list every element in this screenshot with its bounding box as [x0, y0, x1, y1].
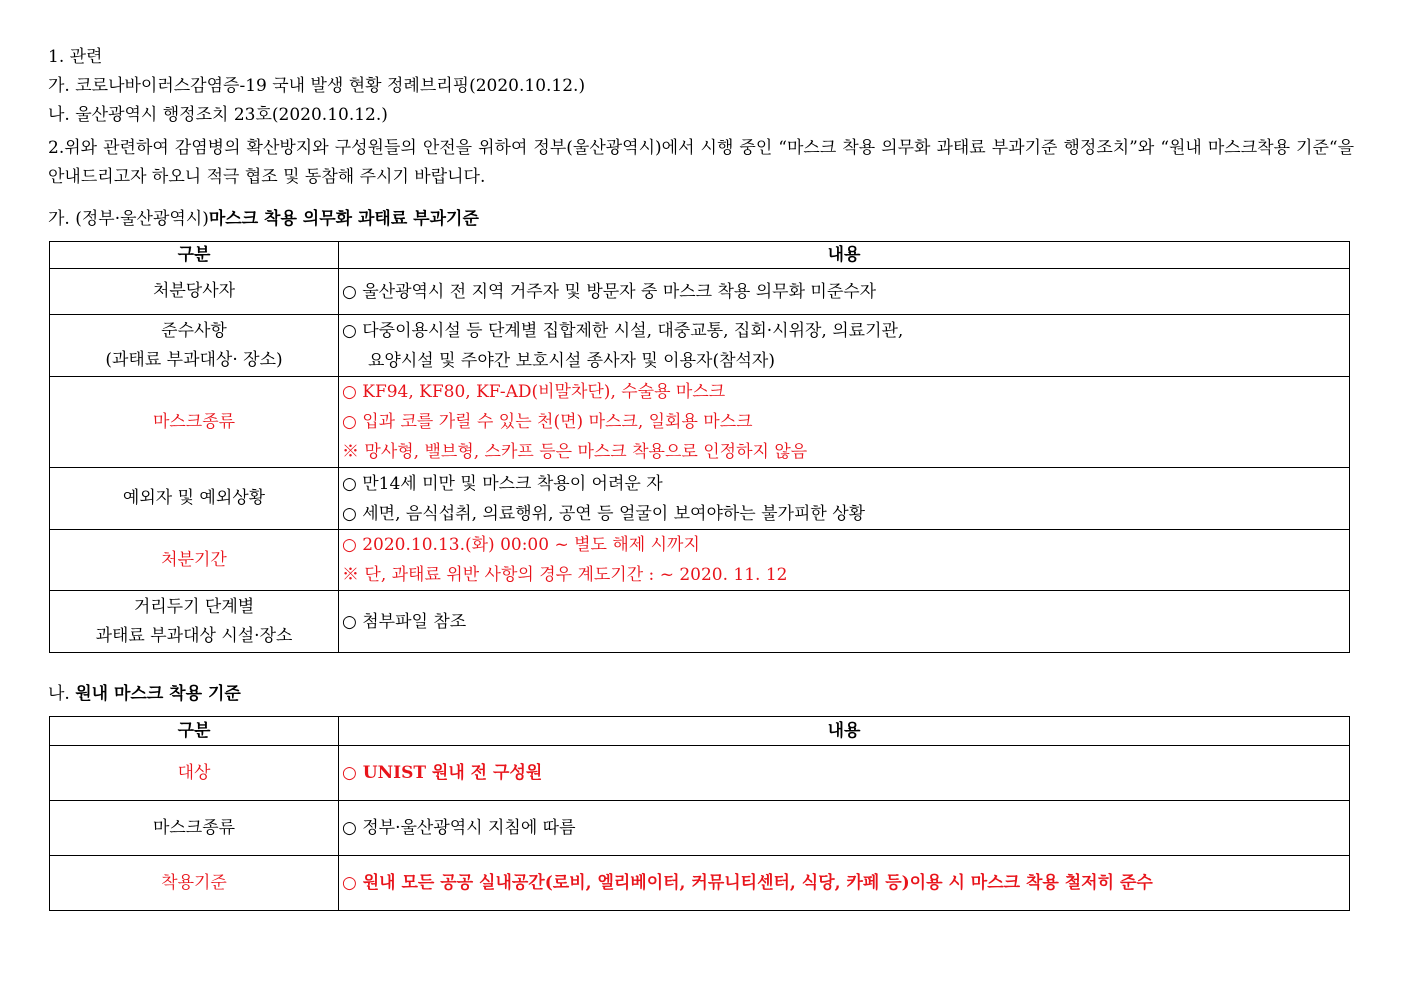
column-header-content: 내용	[339, 242, 1350, 269]
content-line: 요양시설 및 주야간 보호시설 종사자 및 이용자(참석자)	[368, 350, 775, 371]
row-content-mask-type: ○ 정부·울산광역시 지침에 따름	[339, 801, 1350, 856]
table-row	[50, 856, 1350, 911]
row-content-compliance	[339, 315, 1350, 377]
section2-title	[48, 684, 241, 704]
content-line: ○ 만14세 미만 및 마스크 착용이 어려운 자	[342, 473, 663, 494]
row-label-exception: 예외자 및 예외상황	[50, 468, 339, 530]
row-label-facilities	[50, 591, 339, 653]
section2-title-text: 원내 마스크 착용 기준	[75, 684, 241, 704]
row-label-target: 대상	[50, 746, 339, 801]
fine-standard-table	[49, 241, 1350, 653]
table-row	[50, 468, 1350, 530]
table-row	[50, 315, 1350, 377]
row-content-wearing-standard: ○ 원내 모든 공공 실내공간(로비, 엘리베이터, 커뮤니티센터, 식당, 카페 등)이용 시 마스크 착용 철저히 준수	[339, 856, 1350, 911]
content-line: ○ 울산광역시 전 지역 거주자 및 방문자 중 마스크 착용 의무화 미준수자	[342, 281, 877, 302]
reference-item-b: 나. 울산광역시 행정조치 23호(2020.10.12.)	[48, 105, 388, 125]
section1-prefix: 가. (정부·울산광역시)	[48, 209, 209, 229]
row-content-subject	[339, 269, 1350, 315]
table-row	[50, 591, 1350, 653]
column-header-category: 구분	[50, 717, 339, 746]
column-header-category: 구분	[50, 242, 339, 269]
label-line: (과태료 부과대상· 장소)	[105, 349, 283, 370]
reference-heading: 1. 관련	[48, 47, 103, 67]
row-label-mask-type: 마스크종류	[50, 377, 339, 468]
row-label-subject: 처분당사자	[50, 269, 339, 315]
content-line: ○ 2020.10.13.(화) 00:00 ~ 별도 해제 시까지	[342, 535, 700, 555]
table-header-row	[50, 242, 1350, 269]
row-content-period	[339, 530, 1350, 591]
label-line: 거리두기 단계별	[133, 596, 255, 617]
label-line: 준수사항	[161, 320, 227, 341]
section1-title-text: 마스크 착용 의무화 과태료 부과기준	[208, 209, 479, 229]
row-content-exception	[339, 468, 1350, 530]
content-line: ○ KF94, KF80, KF-AD(비말차단), 수술용 마스크	[342, 382, 726, 402]
content-line: ○ 다중이용시설 등 단계별 집합제한 시설, 대중교통, 집회·시위장, 의료기관,	[342, 320, 904, 341]
table-row	[50, 377, 1350, 468]
section2-prefix: 나.	[48, 684, 76, 704]
column-header-content: 내용	[339, 717, 1350, 746]
content-line: ○ 입과 코를 가릴 수 있는 천(면) 마스크, 일회용 마스크	[342, 412, 753, 432]
table-row	[50, 801, 1350, 856]
content-line: ※ 망사형, 밸브형, 스카프 등은 마스크 착용으로 인정하지 않음	[342, 442, 808, 462]
content-line: ○ 첨부파일 참조	[342, 611, 467, 632]
notice-paragraph: 2.위와 관련하여 감염병의 확산방지와 구성원들의 안전을 위하여 정부(울산광역시)에서 시행 중인 “마스크 착용 의무화 과태료 부과기준 행정조치”와 “원내 마스크착용 기준“을 안내드리고자 하오니 적극 협조 및 동참해 주시기 바랍니다.	[48, 138, 1354, 187]
content-line: ○ 세면, 음식섭취, 의료행위, 공연 등 얼굴이 보여야하는 불가피한 상황	[342, 503, 866, 524]
row-label-mask-type: 마스크종류	[50, 801, 339, 856]
row-label-wearing-standard: 착용기준	[50, 856, 339, 911]
section1-title	[48, 209, 479, 229]
table-header-row	[50, 717, 1350, 746]
campus-mask-table	[49, 716, 1350, 911]
row-label-compliance	[50, 315, 339, 377]
content-line: ※ 단, 과태료 위반 사항의 경우 계도기간 : ~ 2020. 11. 12	[342, 565, 788, 585]
label-line: 과태료 부과대상 시설·장소	[95, 625, 293, 646]
reference-item-a: 가. 코로나바이러스감염증-19 국내 발생 현황 정례브리핑(2020.10.12.)	[48, 76, 586, 96]
row-label-period: 처분기간	[50, 530, 339, 591]
row-content-facilities	[339, 591, 1350, 653]
row-content-target: ○ UNIST 원내 전 구성원	[339, 746, 1350, 801]
row-content-mask-type	[339, 377, 1350, 468]
table-row	[50, 746, 1350, 801]
table-row	[50, 269, 1350, 315]
table-row	[50, 530, 1350, 591]
